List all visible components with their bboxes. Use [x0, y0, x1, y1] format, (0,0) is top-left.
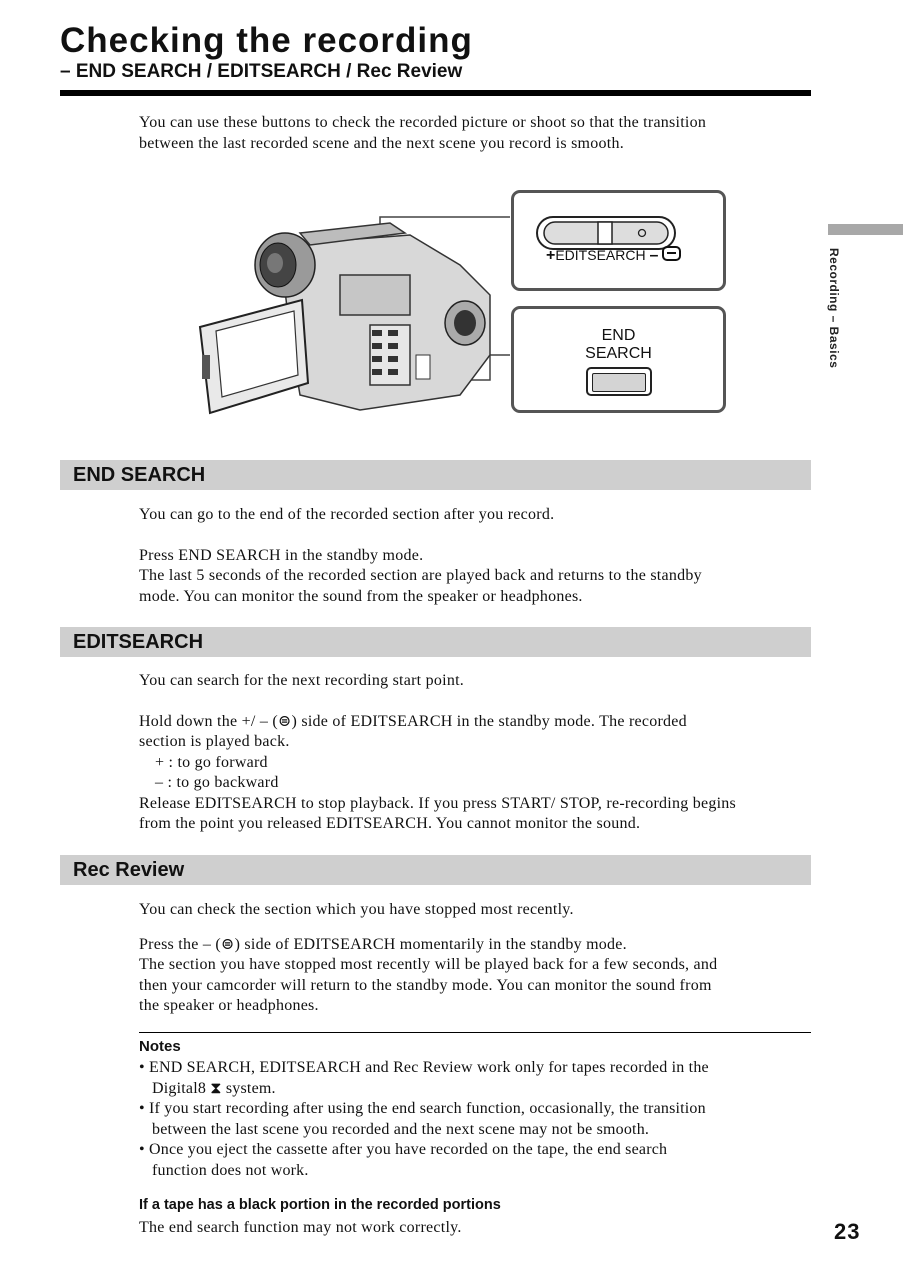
editsearch-label: EDITSEARCH [555, 247, 646, 263]
text-line: from the point you released EDITSEARCH. You cannot monitor the sound. [139, 815, 641, 832]
note-line: function does not work. [152, 1161, 309, 1179]
end-search-callout [511, 306, 726, 413]
lens-icon [255, 233, 315, 297]
plus-sign: + [546, 247, 556, 264]
side-section-label: Recording – Basics [827, 248, 841, 369]
title-rule [60, 90, 811, 96]
text-line: + : to go forward [155, 753, 268, 771]
intro-paragraph [139, 113, 811, 154]
text-line: Press the – (⊜) side of EDITSEARCH momentarily in the standby mode. [139, 935, 627, 953]
note-line: Digital8 ⧗ system. [152, 1079, 276, 1097]
editsearch-switch-icon [536, 216, 676, 250]
page-subtitle: – END SEARCH / EDITSEARCH / Rec Review [60, 61, 463, 82]
editsearch-body [139, 671, 819, 835]
end-search-button-icon [586, 367, 652, 396]
text-line: the speaker or headphones. [139, 997, 319, 1014]
text-line: You can go to the end of the recorded section after you record. [139, 506, 555, 523]
note-item [139, 1058, 811, 1099]
page-number: 23 [834, 1219, 861, 1244]
editsearch-callout [511, 190, 726, 291]
side-tab-marker [828, 224, 903, 235]
rec-review-body [139, 900, 811, 1017]
note-item [139, 1140, 811, 1181]
text-line: You can use these buttons to check the recorded picture or shoot so that the transition [139, 114, 707, 131]
end-search-label-line: SEARCH [585, 345, 652, 362]
text-line: Release EDITSEARCH to stop playback. If you press START/ STOP, re-recording begins [139, 794, 736, 812]
text-line: section is played back. [139, 733, 290, 750]
text-line: You can check the section which you have stopped most recently. [139, 901, 574, 918]
end-search-body [139, 505, 811, 607]
black-portion-text: The end search function may not work correctly. [139, 1219, 462, 1236]
note-line: • END SEARCH, EDITSEARCH and Rec Review work only for tapes recorded in the [139, 1059, 709, 1076]
section-heading-rec-review: Rec Review [60, 855, 811, 885]
end-search-label [514, 327, 723, 363]
section-heading-end-search: END SEARCH [60, 460, 811, 490]
viewfinder-icon [445, 301, 485, 345]
minus-sign: – [649, 247, 659, 264]
text-line: – : to go backward [155, 774, 279, 791]
text-line: mode. You can monitor the sound from the speaker or headphones. [139, 587, 583, 605]
text-line: You can search for the next recording start point. [139, 672, 465, 689]
text-line: Press END SEARCH in the standby mode. [139, 546, 424, 564]
text-line: Hold down the +/ – (⊜) side of EDITSEARCH in the standby mode. The recorded [139, 712, 687, 730]
text-line: The section you have stopped most recently will be played back for a few seconds, and [139, 956, 718, 973]
rec-review-icon [662, 246, 681, 261]
section-heading-editsearch: EDITSEARCH [60, 627, 811, 657]
note-line: • Once you eject the cassette after you have recorded on the tape, the end search [139, 1141, 668, 1158]
note-line: • If you start recording after using the end search function, occasionally, the transition [139, 1100, 706, 1117]
notes-divider [139, 1032, 811, 1033]
notes-heading: Notes [139, 1038, 181, 1055]
lcd-panel [200, 300, 308, 413]
page-title: Checking the recording [60, 21, 473, 60]
camcorder-illustration [190, 205, 510, 417]
note-item [139, 1099, 811, 1140]
black-portion-heading: If a tape has a black portion in the recorded portions [139, 1197, 501, 1213]
end-search-label-line: END [601, 327, 636, 344]
note-line: between the last scene you recorded and the next scene may not be smooth. [152, 1120, 650, 1138]
text-line: then your camcorder will return to the standby mode. You can monitor the sound from [139, 976, 712, 994]
text-line: between the last recorded scene and the next scene you record is smooth. [139, 134, 624, 152]
text-line: The last 5 seconds of the recorded section are played back and returns to the standby [139, 567, 702, 584]
editsearch-label-row [546, 246, 681, 265]
